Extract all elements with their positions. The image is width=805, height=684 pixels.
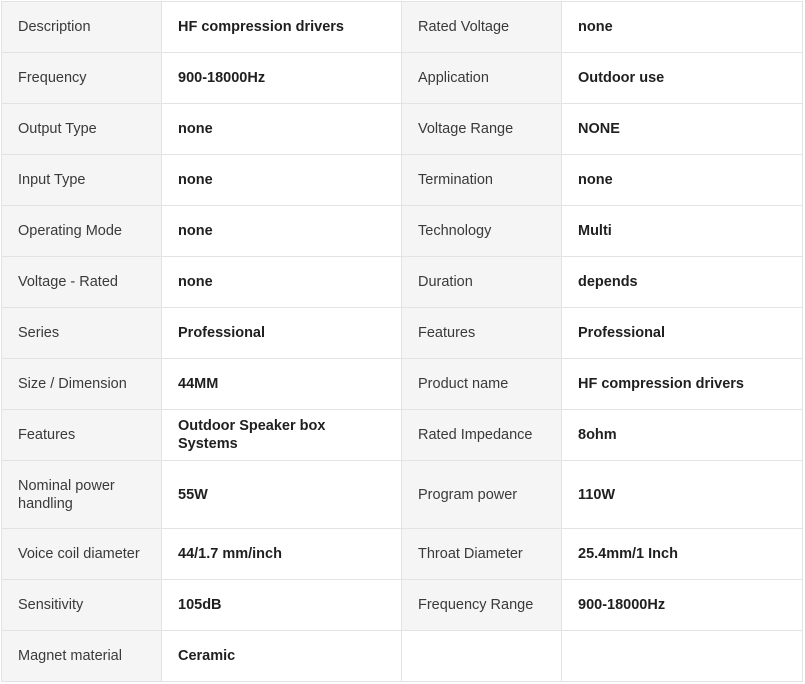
spec-label: Duration	[402, 257, 562, 308]
spec-value: 55W	[162, 461, 402, 529]
spec-value: none	[162, 206, 402, 257]
spec-label: Nominal power handling	[2, 461, 162, 529]
spec-value: 900-18000Hz	[162, 53, 402, 104]
spec-label: Features	[402, 308, 562, 359]
spec-label: Frequency	[2, 53, 162, 104]
spec-table	[1, 1, 803, 682]
table-row	[2, 461, 803, 529]
spec-label: Throat Diameter	[402, 529, 562, 580]
spec-label: Rated Impedance	[402, 410, 562, 461]
empty-cell	[562, 631, 803, 682]
spec-value: 8ohm	[562, 410, 803, 461]
table-row	[2, 580, 803, 631]
table-row	[2, 2, 803, 53]
spec-label: Technology	[402, 206, 562, 257]
table-row	[2, 257, 803, 308]
spec-label: Rated Voltage	[402, 2, 562, 53]
spec-label: Magnet material	[2, 631, 162, 682]
spec-label: Sensitivity	[2, 580, 162, 631]
table-row	[2, 529, 803, 580]
empty-cell	[402, 631, 562, 682]
spec-value: 44MM	[162, 359, 402, 410]
spec-label: Voltage - Rated	[2, 257, 162, 308]
spec-label: Output Type	[2, 104, 162, 155]
table-row	[2, 206, 803, 257]
table-row	[2, 104, 803, 155]
spec-label: Features	[2, 410, 162, 461]
spec-label: Application	[402, 53, 562, 104]
table-row	[2, 53, 803, 104]
spec-label: Program power	[402, 461, 562, 529]
table-row	[2, 631, 803, 682]
spec-label: Frequency Range	[402, 580, 562, 631]
spec-value: Ceramic	[162, 631, 402, 682]
spec-value: 110W	[562, 461, 803, 529]
spec-value: none	[162, 155, 402, 206]
spec-value: HF compression drivers	[162, 2, 402, 53]
table-row	[2, 410, 803, 461]
spec-value: Professional	[562, 308, 803, 359]
spec-label: Voltage Range	[402, 104, 562, 155]
spec-label: Size / Dimension	[2, 359, 162, 410]
spec-value: depends	[562, 257, 803, 308]
spec-value: 25.4mm/1 Inch	[562, 529, 803, 580]
spec-value: HF compression drivers	[562, 359, 803, 410]
spec-label: Input Type	[2, 155, 162, 206]
table-row	[2, 308, 803, 359]
spec-label: Termination	[402, 155, 562, 206]
spec-value: none	[562, 2, 803, 53]
spec-value: Professional	[162, 308, 402, 359]
spec-label: Product name	[402, 359, 562, 410]
spec-value: none	[162, 104, 402, 155]
spec-value: 44/1.7 mm/inch	[162, 529, 402, 580]
spec-value: NONE	[562, 104, 803, 155]
spec-label: Series	[2, 308, 162, 359]
spec-label: Voice coil diameter	[2, 529, 162, 580]
spec-value: 900-18000Hz	[562, 580, 803, 631]
table-row	[2, 155, 803, 206]
spec-value: none	[162, 257, 402, 308]
spec-value: Outdoor use	[562, 53, 803, 104]
spec-value: 105dB	[162, 580, 402, 631]
spec-label: Description	[2, 2, 162, 53]
spec-value: Multi	[562, 206, 803, 257]
spec-value: Outdoor Speaker box Systems	[162, 410, 402, 461]
table-row	[2, 359, 803, 410]
spec-value: none	[562, 155, 803, 206]
spec-label: Operating Mode	[2, 206, 162, 257]
